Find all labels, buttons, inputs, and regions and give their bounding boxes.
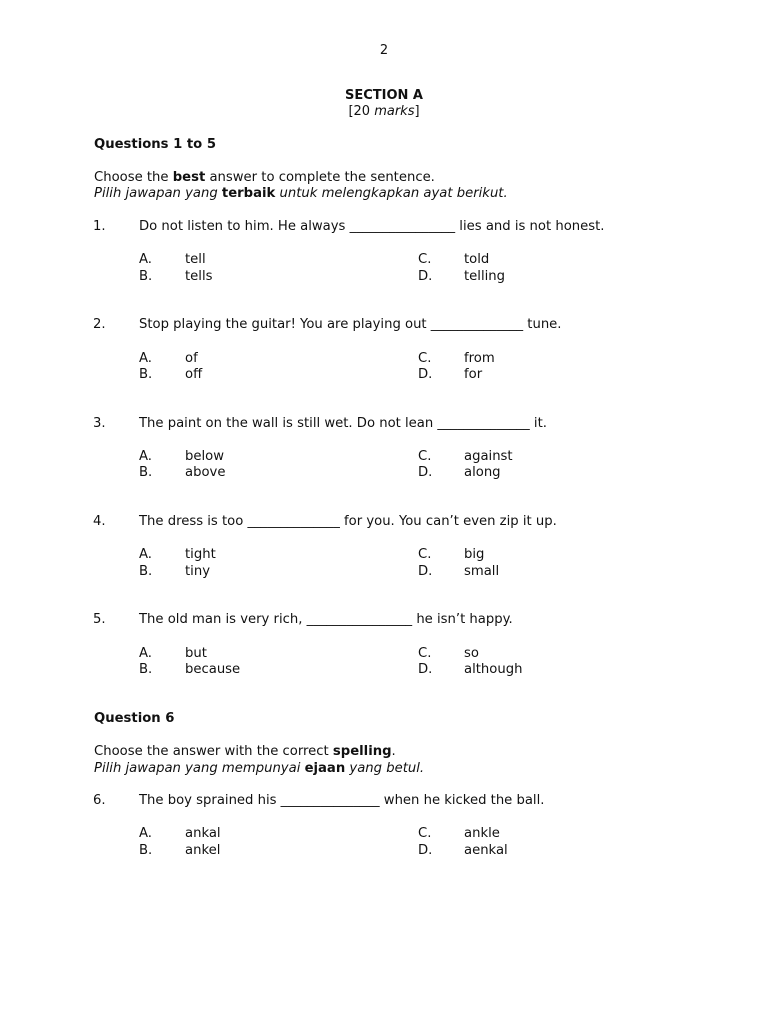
question-text: The dress is too ______________ for you. You can’t even zip it up.: [139, 514, 557, 529]
option-d: for: [464, 367, 483, 382]
marks-open: [20: [348, 104, 375, 119]
instr-bold: spelling: [332, 744, 392, 759]
option-a: ankal: [185, 826, 221, 841]
instr-text: yang betul.: [345, 761, 425, 776]
option-b: above: [185, 465, 226, 480]
instr-text: .: [391, 744, 396, 759]
option-d: small: [464, 564, 500, 579]
option-b: ankel: [185, 843, 221, 858]
option-c: big: [464, 547, 485, 562]
marks-close: ]: [414, 104, 420, 119]
option-b: off: [185, 367, 203, 382]
question-number: 3.: [93, 416, 106, 431]
option-letter-a: A.: [139, 826, 152, 841]
option-d: along: [464, 465, 501, 480]
section-title: SECTION A: [344, 88, 423, 103]
instr-text: untuk melengkapkan ayat berikut.: [275, 186, 508, 201]
question-6-heading: Question 6: [94, 711, 175, 726]
instr-text: Choose the: [94, 170, 173, 185]
question-number: 6.: [93, 793, 106, 808]
question-number: 1.: [93, 219, 106, 234]
option-letter-d: D.: [418, 662, 433, 677]
marks-word: marks: [374, 104, 415, 119]
instr-bold: terbaik: [221, 186, 276, 201]
question-number: 4.: [93, 514, 106, 529]
option-c: ankle: [464, 826, 500, 841]
option-d: telling: [464, 269, 506, 284]
option-c: against: [464, 449, 513, 464]
option-letter-b: B.: [139, 662, 153, 677]
instruction-english: [94, 744, 396, 759]
option-letter-b: B.: [139, 269, 153, 284]
option-b: tiny: [185, 564, 210, 579]
option-letter-c: C.: [418, 826, 432, 841]
option-a: below: [185, 449, 225, 464]
option-c: so: [464, 646, 479, 661]
option-letter-d: D.: [418, 843, 433, 858]
question-text: Do not listen to him. He always ________________ lies and is not honest.: [139, 219, 605, 234]
option-letter-c: C.: [418, 646, 432, 661]
option-letter-a: A.: [139, 351, 152, 366]
instr-bold: ejaan: [304, 761, 346, 776]
question-text: Stop playing the guitar! You are playing out ______________ tune.: [139, 317, 562, 332]
option-a: tight: [185, 547, 216, 562]
option-letter-c: C.: [418, 252, 432, 267]
option-letter-a: A.: [139, 547, 152, 562]
option-b: because: [185, 662, 241, 677]
option-letter-b: B.: [139, 367, 153, 382]
option-b: tells: [185, 269, 213, 284]
question-number: 5.: [93, 612, 106, 627]
option-letter-a: A.: [139, 449, 152, 464]
section-marks: [0, 104, 768, 119]
option-d: aenkal: [464, 843, 508, 858]
option-letter-d: D.: [418, 564, 433, 579]
option-a: of: [185, 351, 198, 366]
question-text: The old man is very rich, ________________ he isn’t happy.: [139, 612, 513, 627]
option-letter-b: B.: [139, 843, 153, 858]
option-letter-c: C.: [418, 547, 432, 562]
option-letter-d: D.: [418, 465, 433, 480]
instr-bold: best: [172, 170, 206, 185]
option-letter-a: A.: [139, 252, 152, 267]
instr-text: Pilih jawapan yang: [94, 186, 222, 201]
page-number: 2: [379, 43, 389, 58]
option-letter-a: A.: [139, 646, 152, 661]
option-d: although: [464, 662, 523, 677]
option-a: tell: [185, 252, 206, 267]
instruction-malay: [94, 761, 424, 776]
questions-1-5-heading: Questions 1 to 5: [94, 137, 217, 152]
option-a: but: [185, 646, 207, 661]
instruction-english: [94, 170, 435, 185]
question-text: The boy sprained his _______________ when he kicked the ball.: [139, 793, 545, 808]
option-letter-c: C.: [418, 351, 432, 366]
option-c: from: [464, 351, 495, 366]
question-number: 2.: [93, 317, 106, 332]
instr-text: answer to complete the sentence.: [205, 170, 435, 185]
instr-text: Pilih jawapan yang mempunyai: [94, 761, 305, 776]
option-letter-b: B.: [139, 564, 153, 579]
option-letter-d: D.: [418, 269, 433, 284]
question-text: The paint on the wall is still wet. Do not lean ______________ it.: [139, 416, 547, 431]
option-letter-d: D.: [418, 367, 433, 382]
option-c: told: [464, 252, 490, 267]
instruction-malay: [94, 186, 508, 201]
option-letter-b: B.: [139, 465, 153, 480]
instr-text: Choose the answer with the correct: [94, 744, 333, 759]
option-letter-c: C.: [418, 449, 432, 464]
